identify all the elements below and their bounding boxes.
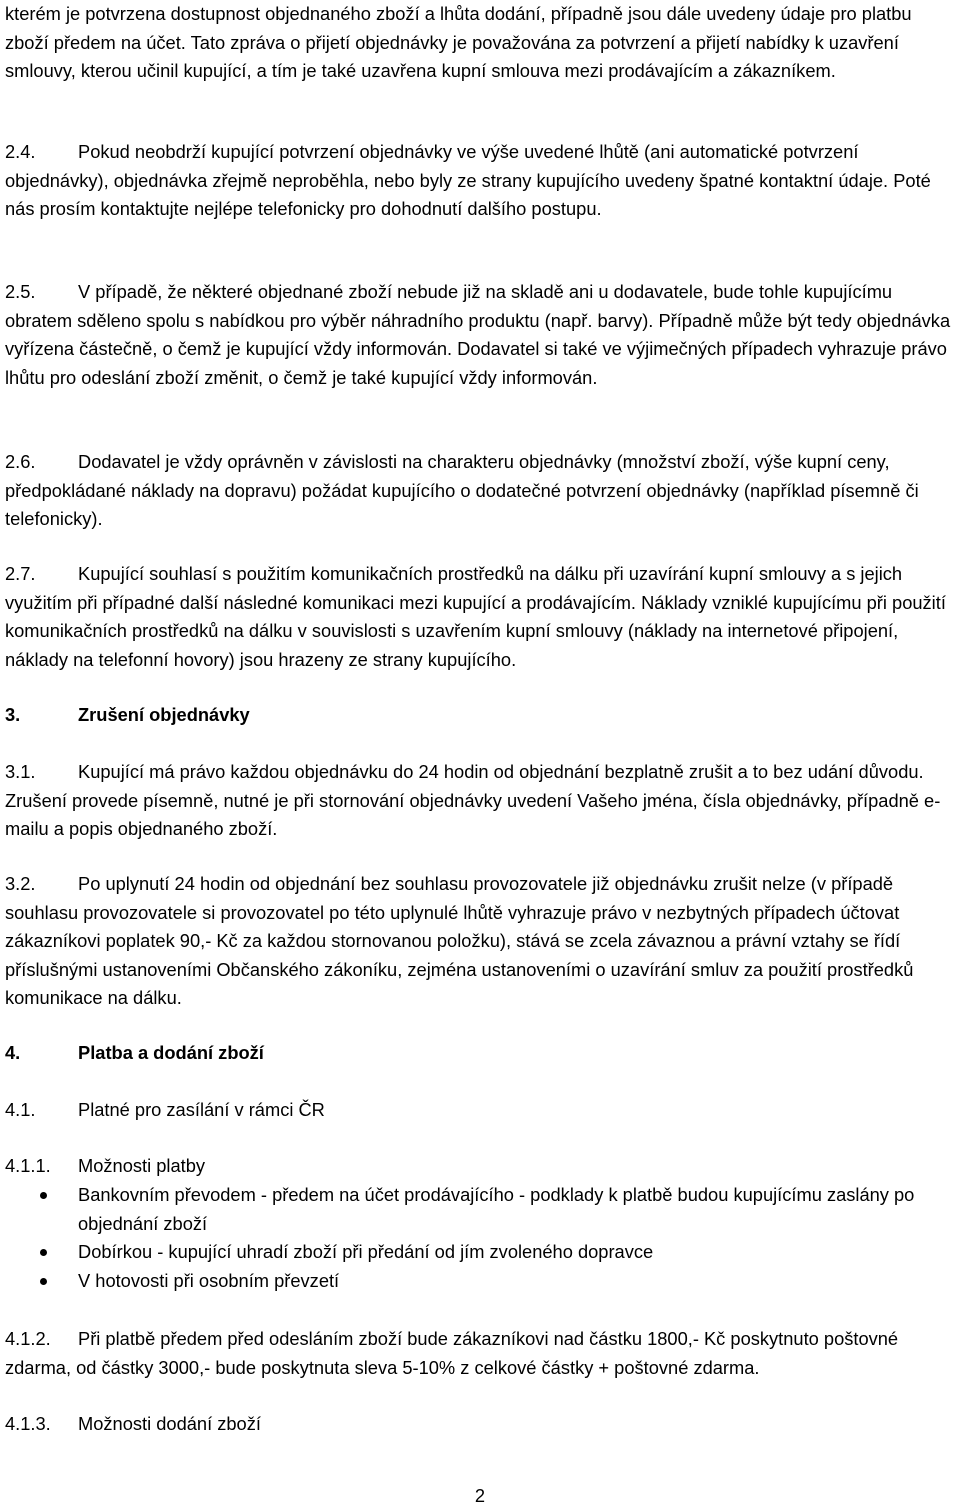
paragraph-number: 4.1.2. [5, 1328, 51, 1349]
page-number: 2 [474, 1485, 486, 1506]
paragraph-number: 2.7. [5, 563, 36, 584]
subsection-4-1 [5, 1096, 955, 1125]
paragraph-text: Pokud neobdrží kupující potvrzení objednávky ve výše uvedené lhůtě (ani automatické potvrzení objednávky), objednávka zřejmě neproběhla, nebo byly ze strany kupujícího uvedeny špatné kontaktní údaje. Poté nás prosím kontaktujte nejlépe telefonicky pro dohodnutí dalšího postupu. [5, 141, 931, 220]
subsection-4-1-3 [5, 1410, 955, 1439]
subsection-4-1-1 [5, 1152, 955, 1181]
bullet-icon [40, 1249, 47, 1256]
paragraph-4-1-2 [5, 1325, 957, 1382]
bullet-icon [40, 1278, 47, 1285]
section-number: 4. [5, 1042, 21, 1063]
paragraph-number: 3.2. [5, 873, 36, 894]
list-item-text: Dobírkou - kupující uhradí zboží při předání od jím zvoleného dopravce [78, 1241, 654, 1263]
paragraph-number: 2.6. [5, 451, 36, 472]
paragraph-2-6 [5, 448, 957, 534]
paragraph-3-1 [5, 758, 957, 844]
subsection-title: Platné pro zasílání v rámci ČR [78, 1099, 325, 1120]
paragraph-number: 2.4. [5, 141, 36, 162]
subsection-number: 4.1.3. [5, 1413, 51, 1434]
paragraph-text: Kupující má právo každou objednávku do 24 hodin od objednání bezplatně zrušit a to bez udání důvodu. Zrušení provede písemně, nutné je při stornování objednávky uvedení Vašeho jména, čísla objednávky, případně e-mailu a popis objednaného zboží. [5, 761, 941, 840]
section-title: Platba a dodání zboží [78, 1042, 264, 1063]
intro-text: kterém je potvrzena dostupnost objednaného zboží a lhůta dodání, případně jsou dále uvedeny údaje pro platbu zboží předem na účet. Tato zpráva o přijetí objednávky je považována za potvrzení a přijetí nabídky k uzavření smlouvy, kterou učinil kupující, a tím je také uzavřena kupní smlouva mezi prodávajícím a zákazníkem. [5, 3, 912, 82]
section-number: 3. [5, 704, 21, 725]
list-item-text: V hotovosti při osobním převzetí [78, 1269, 340, 1291]
paragraph-3-2 [5, 870, 957, 1013]
paragraph-number: 2.5. [5, 281, 36, 302]
payment-options-list [0, 1181, 960, 1295]
paragraph-2-4 [5, 138, 957, 224]
section-heading-4 [5, 1039, 955, 1068]
section-title: Zrušení objednávky [78, 704, 250, 725]
list-item [0, 1267, 948, 1296]
paragraph-number: 3.1. [5, 761, 36, 782]
list-item [0, 1181, 948, 1238]
paragraph-text: Při platbě předem před odesláním zboží bude zákazníkovi nad částku 1800,- Kč poskytnuto poštovné zdarma, od částky 3000,- bude poskytnuta sleva 5-10% z celkové částky + poštovné zdarma. [5, 1328, 899, 1378]
paragraph-text: Po uplynutí 24 hodin od objednání bez souhlasu provozovatele již objednávku zrušit nelze (v případě souhlasu provozovatele si provozovatel po této uplynulé lhůtě vyhrazuje právo v nezbytných případech účtovat zákazníkovi poplatek 90,- Kč za každou stornovanou položku), stává se zcela závaznou a právní vztahy se řídí příslušnými ustanoveními Občanského zákoníku, zejména ustanoveními o uzavírání smluv za použití prostředků komunikace na dálku. [5, 873, 914, 1009]
paragraph-text: Dodavatel je vždy oprávněn v závislosti na charakteru objednávky (množství zboží, výše kupní ceny, předpokládané náklady na dopravu) požádat kupujícího o dodatečné potvrzení objednávky (například písemně či telefonicky). [5, 451, 919, 530]
subsection-title: Možnosti platby [78, 1155, 206, 1176]
paragraph-text: Kupující souhlasí s použitím komunikačních prostředků na dálku při uzavírání kupní smlouvy a s jejich využitím při případné další následné komunikaci mezi kupující a prodávajícím. Náklady vzniklé kupujícímu při použití komunikačních prostředků na dálku v souvislosti s uzavřením kupní smlouvy (náklady na internetové připojení, náklady na telefonní hovory) jsou hrazeny ze strany kupujícího. [5, 563, 946, 670]
bullet-icon [40, 1192, 47, 1199]
subsection-number: 4.1.1. [5, 1155, 51, 1176]
intro-paragraph [5, 0, 957, 86]
section-heading-3 [5, 701, 955, 730]
list-item [0, 1238, 948, 1267]
subsection-title: Možnosti dodání zboží [78, 1413, 261, 1434]
paragraph-2-5 [5, 278, 957, 392]
list-item-text: Bankovním převodem - předem na účet prodávajícího - podklady k platbě budou kupujícímu zaslány po objednání zboží [78, 1184, 915, 1234]
paragraph-text: V případě, že některé objednané zboží nebude již na skladě ani u dodavatele, bude tohle kupujícímu obratem sděleno spolu s nabídkou pro výběr náhradního produktu (např. barvy). Případně může být tedy objednávka vyřízena částečně, o čemž je kupující vždy informován. Dodavatel si také ve výjimečných případech vyhrazuje právo lhůtu pro odeslání zboží změnit, o čemž je také kupující vždy informován. [5, 281, 951, 388]
subsection-number: 4.1. [5, 1099, 36, 1120]
paragraph-2-7 [5, 560, 957, 674]
